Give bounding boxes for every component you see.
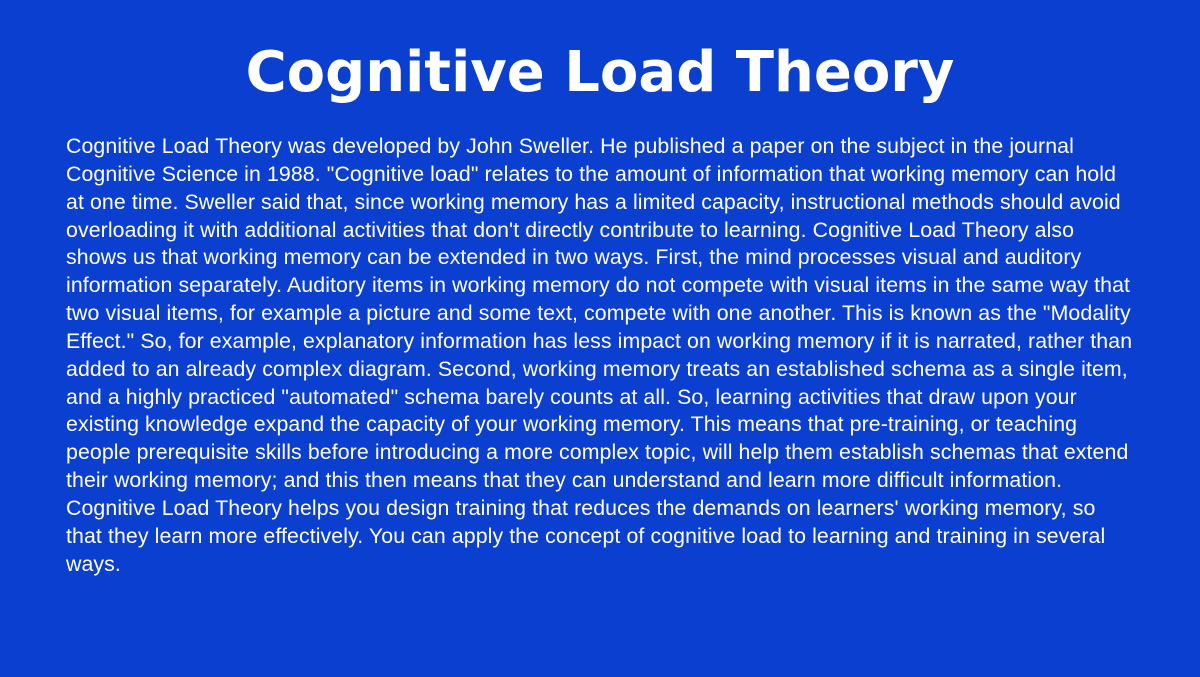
body-paragraph: Cognitive Load Theory was developed by John Sweller. He published a paper on the subject in the journal Cognitive Science in 1988. "Cognitive load" relates to the amount of information that working memory can hold at one time. Sweller said that, since working memory has a limited capacity, instructional methods should avoid overloading it with additional activities that don't directly contribute to learning. Cognitive Load Theory also shows us that working memory can be extended in two ways. First, the mind processes visual and auditory information separately. Auditory items in working memory do not compete with visual items in the same way that two visual items, for example a picture and some text, compete with one another. This is known as the "Modality Effect." So, for example, explanatory information has less impact on working memory if it is narrated, rather than added to an already complex diagram. Second, working memory treats an established schema as a single item, and a highly practiced "automated" schema barely counts at all. So, learning activities that draw upon your existing knowledge expand the capacity of your working memory. This means that pre-training, or teaching people prerequisite skills before introducing a more complex topic, will help them establish schemas that extend their working memory; and this then means that they can understand and learn more difficult information. Cognitive Load Theory helps you design training that reduces the demands on learners' working memory, so that they learn more effectively. You can apply the concept of cognitive load to learning and training in several ways. <box>66 134 1133 576</box>
page-title: Cognitive Load Theory <box>245 40 955 105</box>
